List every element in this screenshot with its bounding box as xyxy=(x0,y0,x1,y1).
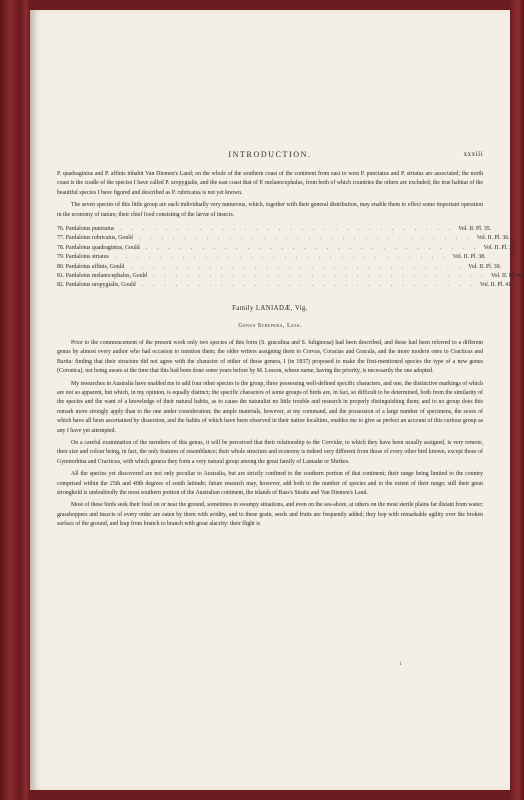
leader-dots: . . . . . . . . . . . . . . . . . . . . . . . . . . . . . . xyxy=(141,282,476,289)
genus-paragraph: My researches in Australia have enabled me to add four other species to the group, three possessing well-defined specific characters, and one, the distinctive markings of which are not so apparent, but which, in my opinion, is equally distinct; the specific characters of some groups of birds are, in fact, so difficult to be determined, both from the similarity of the species and the want of a knowledge of their natural habits, as to cause the naturalist no little trouble and research in properly distinguishing them; and to no group does this remark more strongly apply than to the one under consideration; the ample materials, however, at my command, and the possession of a large number of specimens, the sexes of which have all been ascertained by dissection, and the habits of which have been observed in their native localities, enables me to give as perfect an account of this curious group as any I have yet attempted. xyxy=(57,380,483,434)
species-row xyxy=(57,253,486,262)
species-list xyxy=(57,225,524,291)
genus-paragraph: On a careful examination of the members of this genus, it will be perceived that their relationship to the Corvidæ, to which they have been usually assigned, is very remote, their size and colour being, in fact, the only features of resemblance; their whole structure and economy is indeed very different from those of every other bird known, except those of Gymnorhina and Cracticus, with which genera they form a very natural group among the great family of Laniadæ or Shrikes. xyxy=(57,439,483,465)
species-row xyxy=(57,234,510,243)
plate-reference: Vol. II. Pl. 37. xyxy=(483,244,517,251)
plate-reference: Vol. II. Pl. 40. xyxy=(491,273,524,280)
leader-dots: . . . . . . . . . . . . . . . . . . . . . . . . . . . . . . xyxy=(130,263,465,270)
species-row xyxy=(57,263,502,272)
plate-reference: Vol. II. Pl. 39. xyxy=(468,263,502,270)
genus-paragraph: All the species yet discovered are not only peculiar to Australia, but are strictly confined to the southern portion of that continent; their range being limited to the country comprised within the 25th and 40th degrees of south latitude; future research may, however, add both to the number of species and to the extent of their range; still their great stronghold is undoubtedly the most southern portion of the Australian continent, the islands of Bass's Straits and Van Diemen's Land. xyxy=(57,471,483,496)
species-name: 77. Pardalotus rubricatus, Gould xyxy=(57,235,133,242)
page-number: xxxiii xyxy=(463,150,483,158)
species-row xyxy=(57,244,517,253)
header-title: INTRODUCTION. xyxy=(228,150,312,159)
species-row xyxy=(57,225,492,234)
leader-dots: . . . . . . . . . . . . . . . . . . . . . . . . . . . . . . xyxy=(145,244,480,251)
species-row xyxy=(57,281,513,290)
species-name: 82. Pardalotus uropygialis, Gould xyxy=(57,282,136,289)
book-edge xyxy=(510,0,524,800)
species-row xyxy=(57,272,524,281)
species-name: 81. Pardalotus melanocephalus, Gould xyxy=(57,273,148,280)
plate-reference: Vol. II. Pl. 41. xyxy=(479,282,513,289)
plate-reference: Vol. II. Pl. 36. xyxy=(476,235,510,242)
leader-dots: . . . . . . . . . . . . . . . . . . . . . . . . . . . . . . xyxy=(153,273,488,280)
plate-reference: Vol. II. Pl. 35. xyxy=(458,226,492,233)
genus-paragraph: Prior to the commencement of the present work only two species of this form (S. graculina and S. fuliginosa) had been described, and these had been referred to a different genus by almost every author who had occasion to mention them; the older writers assigning them to Corvus, Coracias and Gracula, and the more modern ones to Cracticus and Barita: finding that their structure did not agree with the character of either of those genera, I (in 1837) proposed to make the first-mentioned species the type of a new genus (Coronica), not being aware at the time that this had been done some years before by M. Lesson, whose name, having the priority, is necessarily the one adopted. xyxy=(57,339,483,375)
paragraph-seven-species: The seven species of this little group are each individually very numerous, which, together with their general distribution, may enable them to effect some important operation in the economy of nature; their chief food consisting of the larvæ of insects. xyxy=(57,202,483,218)
species-name: 78. Pardalotus quadragintus, Gould xyxy=(57,244,140,251)
page-content xyxy=(57,150,524,530)
book-page xyxy=(30,10,524,790)
leader-dots: . . . . . . . . . . . . . . . . . . . . . . . . . . . . . . xyxy=(114,254,449,261)
leader-dots: . . . . . . . . . . . . . . . . . . . . . . . . . . . . . . xyxy=(138,235,473,242)
signature-mark: i xyxy=(400,662,402,667)
family-heading: Family LANIADÆ, Vig. xyxy=(232,304,308,312)
genus-text xyxy=(57,339,483,530)
running-header xyxy=(57,150,483,164)
species-name: 80. Pardalotus affinis, Gould xyxy=(57,263,125,270)
intro-paragraph: P. quadragintus and P. affinis inhabit Van Diemen's Land; on the whole of the southern coast of the continent from east to west P. punctatus and P. striatus are associated; the north coast is the cradle of the species I have called P. uropygialis, and the east coast that of P. melanocephalus, from both of which countries the others are excluded; the true habitat of the beautiful species I have figured and described as P. rubricatus is not yet known. xyxy=(57,171,483,196)
genus-paragraph: Most of these birds seek their food on or near the ground, sometimes in swampy situations, and even on the sea-shore, at others on the most sterile plains far distant from water; grasshoppers and insects of every order are eaten by them with avidity, and to these grain, seeds and fruits are frequently added; they hop with remarkable agility over the broken surface of the ground, and leap from branch to branch with great alacrity: their flight is xyxy=(57,502,483,528)
leader-dots: . . . . . . . . . . . . . . . . . . . . . . . . . . . . . . xyxy=(120,226,455,233)
genus-heading: Genus Strepera, Less. xyxy=(238,321,302,329)
species-name: 76. Pardalotus punctatus xyxy=(57,226,115,233)
species-name: 79. Pardalotus striatus xyxy=(57,254,109,261)
plate-reference: Vol. II. Pl. 38. xyxy=(452,254,486,261)
